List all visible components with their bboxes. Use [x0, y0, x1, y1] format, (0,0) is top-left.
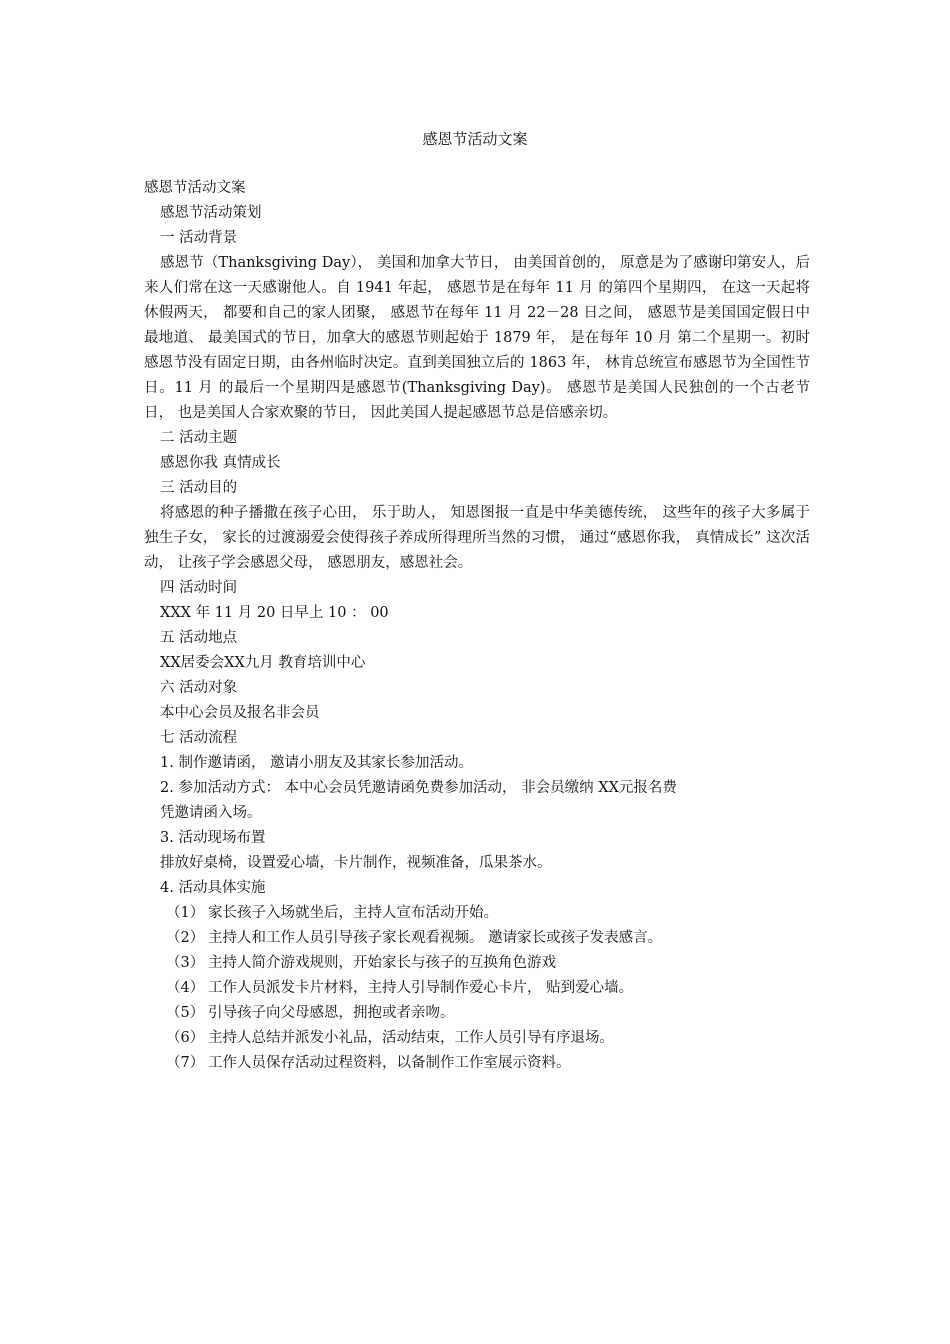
process-item-4: 4. 活动具体实施 — [160, 880, 266, 896]
step-text: 主持人和工作人员引导孩子家长观看视频。 邀请家长或孩子发表感言。 — [208, 930, 663, 946]
step-item — [144, 976, 810, 1001]
step-number: （1） — [166, 905, 205, 921]
theme-heading: 二 活动主题 — [160, 430, 238, 446]
step-text: 引导孩子向父母感恩，拥抱或者亲吻。 — [208, 1005, 455, 1021]
step-item — [144, 901, 810, 926]
background-paragraph: 感恩节（Thanksgiving Day）， 美国和加拿大节日， 由美国首创的， 原意是为了感谢印第安人，后来人们常在这一天感谢他人。自 1941 年起， 感恩节是在每年 11 月 的第四个星期四， 在这一天起将休假两天， 都要和自己的家人团聚， 感恩节在每年 11 月 22－28 日之间， 感恩节是美国国定假日中最地道、 最美国式的节日，加拿大的感恩节则起始于 1879 年， 是在每年 10 月 第二个星期一。初时感恩节没有固定日期，由各州临时决定。直到美国独立后的 1863 年， 林肯总统宣布感恩节为全国性节日。11 月 的最后一个星期四是感恩节(Thanksgiving Day)。 感恩节是美国人民独创的一个古老节日， 也是美国人合家欢聚的节日， 因此美国人提起感恩节总是倍感亲切。 — [144, 255, 810, 421]
step-number: （7） — [166, 1055, 205, 1071]
process-item-3-text: 排放好桌椅，设置爱心墙，卡片制作，视频准备，瓜果茶水。 — [160, 855, 552, 871]
step-number: （5） — [166, 1005, 205, 1021]
page-title: 感恩节活动文案 — [422, 130, 528, 148]
process-heading: 七 活动流程 — [160, 730, 238, 746]
plan-heading: 感恩节活动策划 — [160, 205, 262, 221]
step-item — [144, 1051, 810, 1076]
time-heading: 四 活动时间 — [160, 580, 238, 596]
step-item — [144, 951, 810, 976]
target-heading: 六 活动对象 — [160, 680, 238, 696]
step-number: （6） — [166, 1030, 205, 1046]
process-item-1: 1. 制作邀请函， 邀请小朋友及其家长参加活动。 — [160, 755, 474, 771]
step-text: 主持人总结并派发小礼品，活动结束，工作人员引导有序退场。 — [208, 1030, 614, 1046]
doc-heading: 感恩节活动文案 — [144, 180, 246, 196]
background-heading: 一 活动背景 — [160, 230, 238, 246]
step-number: （2） — [166, 930, 205, 946]
step-item — [144, 1001, 810, 1026]
step-item — [144, 926, 810, 951]
document-body — [144, 176, 810, 1076]
purpose-paragraph: 将感恩的种子播撒在孩子心田， 乐于助人， 知恩图报一直是中华美德传统， 这些年的孩子大多属于独生子女， 家长的过渡溺爱会使得孩子养成所得理所当然的习惯， 通过“感恩你我， 真情成长” 这次活动， 让孩子学会感恩父母， 感恩朋友，感恩社会。 — [144, 505, 810, 571]
place-text: XX居委会XX九月 教育培训中心 — [160, 655, 366, 671]
target-text: 本中心会员及报名非会员 — [160, 705, 320, 721]
process-item-3: 3. 活动现场布置 — [160, 830, 266, 846]
step-text: 工作人员派发卡片材料，主持人引导制作爱心卡片， 贴到爱心墙。 — [208, 980, 634, 996]
theme-text: 感恩你我 真情成长 — [160, 455, 281, 471]
process-item-2: 2. 参加活动方式： 本中心会员凭邀请函免费参加活动， 非会员缴纳 XX元报名费 — [160, 780, 677, 796]
step-number: （3） — [166, 955, 205, 971]
time-text: XXX 年 11 月 20 日早上 10 ： 00 — [160, 605, 389, 621]
step-text: 工作人员保存活动过程资料，以备制作工作室展示资料。 — [208, 1055, 571, 1071]
step-text: 家长孩子入场就坐后，主持人宣布活动开始。 — [208, 905, 498, 921]
step-number: （4） — [166, 980, 205, 996]
step-text: 主持人简介游戏规则，开始家长与孩子的互换角色游戏 — [208, 955, 556, 971]
process-item-2-continued: 凭邀请函入场。 — [160, 805, 262, 821]
place-heading: 五 活动地点 — [160, 630, 238, 646]
purpose-heading: 三 活动目的 — [160, 480, 238, 496]
step-item — [144, 1026, 810, 1051]
